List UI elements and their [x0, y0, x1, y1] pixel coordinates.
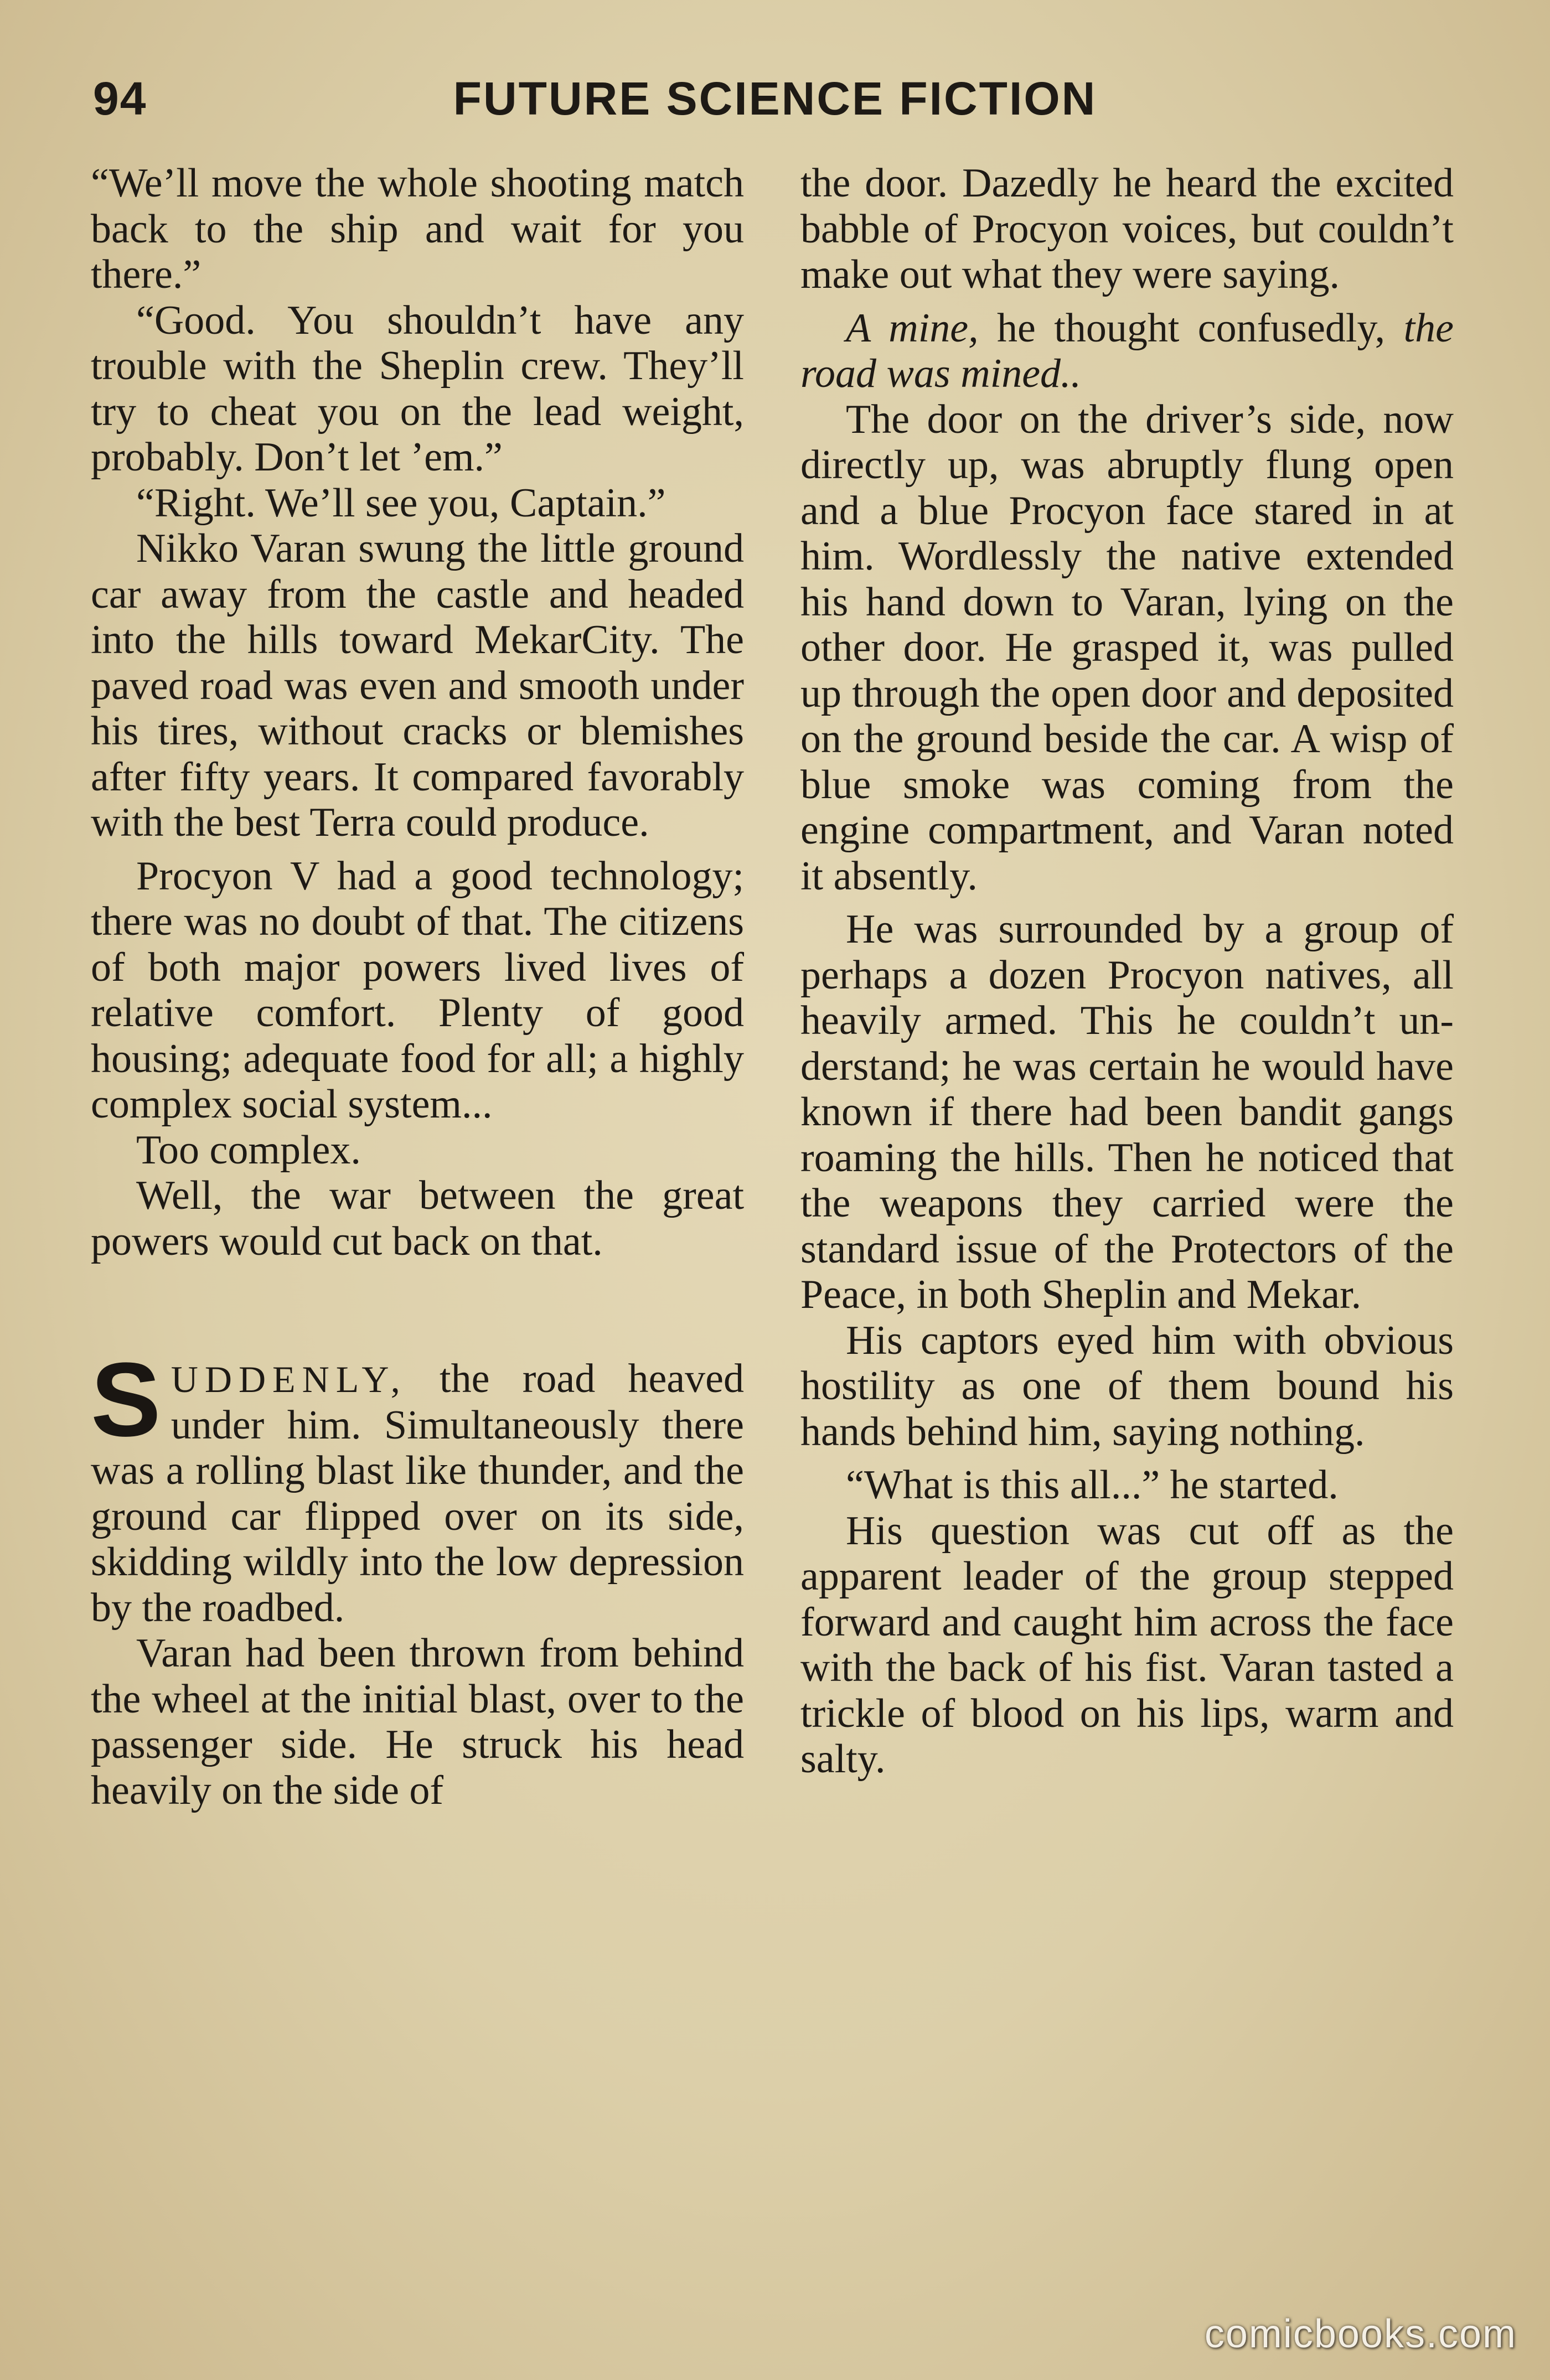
italic-thought: the road was mined.. [800, 305, 1454, 396]
watermark: comicbooks.com [1204, 2312, 1517, 2356]
paragraph: Too complex. [136, 1127, 361, 1173]
paragraph: Well, the war between the great powers would cut back on that. [91, 1173, 744, 1264]
paragraph-text: he thought confusedly, [978, 305, 1404, 351]
small-caps-lead: UDDENLY, [170, 1358, 407, 1400]
section-opening-paragraph [91, 1341, 744, 1631]
paragraph: “Good. You shouldn’t have any trouble with the Sheplin crew. They’ll try to cheat you on the lead weight, probably. Don’t let ’em.” [91, 297, 744, 480]
page-number: 94 [93, 73, 147, 125]
italic-thought: A mine, [846, 305, 979, 351]
paragraph: “Right. We’ll see you, Captain.” [136, 480, 666, 526]
paragraph [800, 306, 1454, 397]
paragraph: Procyon V had a good technology; there was no doubt of that. The citizens of both major powers lived lives of relative comfort. Plenty of good housing; adequate food for all; a highly complex social system... [91, 853, 744, 1127]
paragraph: “We’ll move the whole shooting match back to the ship and wait for you there.” [91, 161, 744, 297]
paragraph: “What is this all...” he started. [846, 1462, 1339, 1508]
paragraph: His captors eyed him with obvious hostility as one of them bound his hands behind him, saying nothing. [800, 1317, 1454, 1455]
right-column [800, 161, 1454, 1782]
paragraph: Nikko Varan swung the little ground car away from the castle and headed into the hills toward MekarCity. The paved road was even and smooth under his tires, without cracks or blemishes after fifty years. It compared favorably with the best Terra could produce. [91, 526, 744, 845]
paragraph: He was surrounded by a group of perhaps a dozen Procyon natives, all heavily armed. This he couldn’t understand; he was certain he would have known if there had been bandit gangs roaming the hills. Then he noticed that the weapons they carried were the standard issue of the Protectors of the Peace, in both Sheplin and Mekar. [800, 907, 1454, 1317]
running-title: FUTURE SCIENCE FICTION [453, 73, 1097, 125]
paragraph: the door. Dazedly he heard the excited babble of Procyon voices, but couldn’t make out what they were saying. [800, 161, 1454, 297]
left-column [91, 161, 744, 1813]
paragraph: His question was cut off as the apparent leader of the group stepped forward and caught him across the face with the back of his fist. Varan tasted a trickle of blood on his lips, warm and salty. [800, 1508, 1454, 1782]
paragraph: The door on the driver’s side, now directly up, was abruptly flung open and a blue Procyon face stared in at him. Wordlessly the native extended his hand down to Varan, lying on the other door. He grasped it, was pulled up through the open door and deposited on the ground beside the car. A wisp of blue smoke was coming from the engine compartment, and Varan noted it absently. [800, 396, 1454, 899]
drop-cap: S [91, 1341, 161, 1458]
page-header [93, 72, 1457, 138]
paragraph-text: the road heaved under him. Simultaneously there was a rolling blast like thunder, and the ground car flipped over on its side, skidding wildly into the low depression by the roadbed. [91, 1356, 744, 1631]
paragraph: Varan had been thrown from behind the wheel at the initial blast, over to the passenger side. He struck his head heavily on the side of [91, 1631, 744, 1813]
